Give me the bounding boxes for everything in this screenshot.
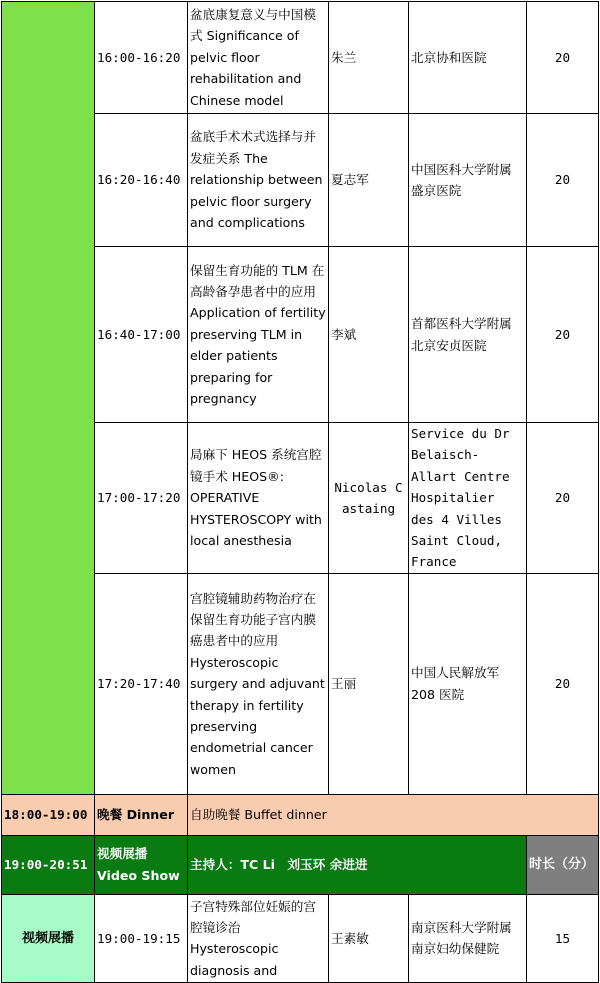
affiliation-cell: 首都医科大学附属北京安贞医院 bbox=[409, 247, 527, 423]
time-cell: 16:20-16:40 bbox=[95, 114, 188, 247]
video-hosts-cell: 主持人：TC Li 刘玉环 余进进 bbox=[188, 835, 527, 894]
video-time-cell: 19:00-20:51 bbox=[2, 835, 95, 894]
minutes-cell: 20 bbox=[527, 573, 599, 794]
minutes-cell: 20 bbox=[527, 423, 599, 574]
minutes-cell: 20 bbox=[527, 247, 599, 423]
affiliation-cell: 北京协和医院 bbox=[409, 2, 527, 114]
talk-title-cell: 盆底手术术式选择与并发症关系 The relationship between pelvic floor surgery and complications bbox=[188, 114, 329, 247]
time-cell: 16:40-17:00 bbox=[95, 247, 188, 423]
video-header-row bbox=[2, 835, 599, 894]
speaker-cell: 王素敏 bbox=[329, 894, 409, 982]
talk-title-cell: 盆底康复意义与中国模式 Significance of pelvic floor rehabilitation and Chinese model bbox=[188, 2, 329, 114]
affiliation-cell: 南京医科大学附属南京妇幼保健院 bbox=[409, 894, 527, 982]
minutes-cell: 20 bbox=[527, 2, 599, 114]
dinner-row bbox=[2, 794, 599, 835]
speaker-cell: 李斌 bbox=[329, 247, 409, 423]
talk-title-cell: 保留生育功能的 TLM 在高龄备孕患者中的应用 Application of fertility preserving TLM in elder patients preparing for pregnancy bbox=[188, 247, 329, 423]
video-label-cell: 视频展播 Video Show bbox=[95, 835, 188, 894]
section-cell: 视频展播 bbox=[2, 894, 95, 982]
speaker-cell: 夏志军 bbox=[329, 114, 409, 247]
minutes-cell: 15 bbox=[527, 894, 599, 982]
dinner-time-cell: 18:00-19:00 bbox=[2, 794, 95, 835]
affiliation-cell: 中国医科大学附属盛京医院 bbox=[409, 114, 527, 247]
affiliation-cell: 中国人民解放军 208 医院 bbox=[409, 573, 527, 794]
time-cell: 17:20-17:40 bbox=[95, 573, 188, 794]
table-row bbox=[2, 2, 599, 114]
schedule-table bbox=[1, 1, 599, 983]
dinner-desc-cell: 自助晚餐 Buffet dinner bbox=[188, 794, 599, 835]
duration-header-cell: 时长（分） bbox=[527, 835, 599, 894]
talk-title-cell: 宫腔镜辅助药物治疗在保留生育功能子宫内膜癌患者中的应用 Hysteroscopic surgery and adjuvant therapy in fertility preserving endometrial cancer women bbox=[188, 573, 329, 794]
speaker-cell: 王丽 bbox=[329, 573, 409, 794]
time-cell: 16:00-16:20 bbox=[95, 2, 188, 114]
time-cell: 19:00-19:15 bbox=[95, 894, 188, 982]
speaker-cell: Nicolas Castaing bbox=[329, 423, 409, 574]
speaker-cell: 朱兰 bbox=[329, 2, 409, 114]
talk-title-cell: 子宫特殊部位妊娠的宫腔镜诊治 Hysteroscopic diagnosis and bbox=[188, 894, 329, 982]
dinner-label-cell: 晚餐 Dinner bbox=[95, 794, 188, 835]
time-cell: 17:00-17:20 bbox=[95, 423, 188, 574]
session-green-cell bbox=[2, 2, 95, 795]
affiliation-cell: Service du Dr Belaisch-Allart Centre Hospitalier des 4 Villes Saint Cloud, France bbox=[409, 423, 527, 574]
minutes-cell: 20 bbox=[527, 114, 599, 247]
table-row bbox=[2, 894, 599, 982]
talk-title-cell: 局麻下 HEOS 系统宫腔镜手术 HEOS®: OPERATIVE HYSTEROSCOPY with local anesthesia bbox=[188, 423, 329, 574]
